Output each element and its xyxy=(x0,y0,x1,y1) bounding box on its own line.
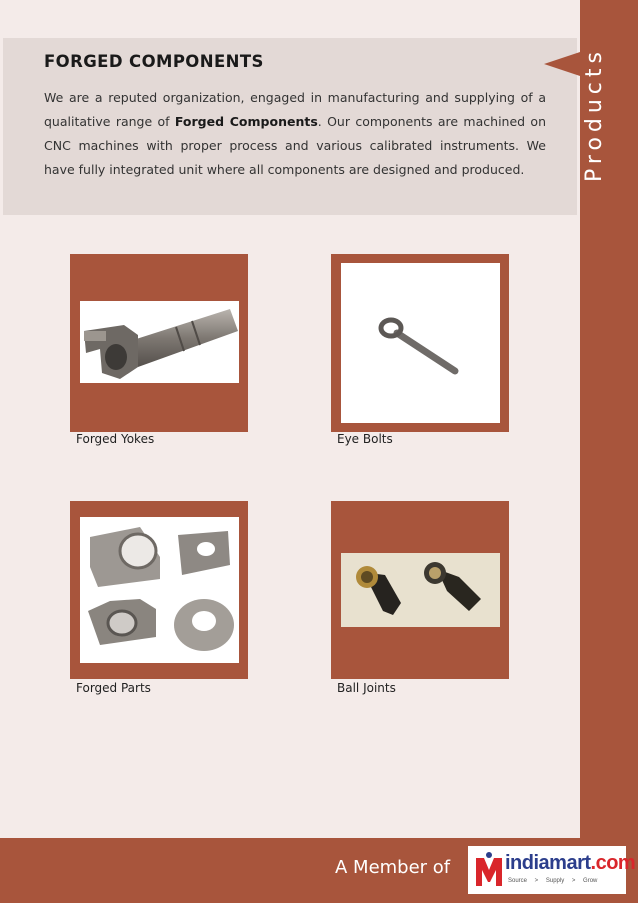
logo-tagline: Source > Supply > Grow xyxy=(508,878,598,884)
products-side-label: Products xyxy=(582,47,607,182)
eye-bolts-image xyxy=(341,263,500,423)
logo-brand: indiamart xyxy=(505,852,591,874)
product-card-eye-bolts[interactable] xyxy=(331,254,509,432)
product-label-ball-joints[interactable]: Ball Joints xyxy=(337,681,396,695)
intro-text-end: . Our components are machined on CNC machines with proper process and various calibrated instruments. We have fully integrated unit where all components are designed and produced. xyxy=(44,114,546,177)
logo-suffix: .com xyxy=(590,852,636,874)
indiamart-m-icon xyxy=(472,850,506,890)
product-card-ball-joints[interactable] xyxy=(331,501,509,679)
product-label-forged-yokes[interactable]: Forged Yokes xyxy=(76,432,155,446)
intro-text-start: We are a reputed organization, engaged in manufacturing and supplying of a qualitative range of xyxy=(44,90,546,129)
member-of-text: A Member of xyxy=(335,857,451,878)
ball-joints-image xyxy=(341,553,500,627)
product-label-forged-parts[interactable]: Forged Parts xyxy=(76,681,151,695)
product-label-eye-bolts[interactable]: Eye Bolts xyxy=(337,432,393,446)
product-card-forged-parts[interactable] xyxy=(70,501,248,679)
intro-paragraph xyxy=(44,86,546,182)
pointer-arrow xyxy=(544,52,580,76)
forged-parts-image xyxy=(80,517,239,663)
indiamart-logo[interactable] xyxy=(468,846,636,894)
product-card-forged-yokes[interactable] xyxy=(70,254,248,432)
page-title: FORGED COMPONENTS xyxy=(44,52,264,71)
forged-yokes-image xyxy=(80,301,239,383)
logo-wordmark xyxy=(505,852,635,875)
intro-text-bold: Forged Components xyxy=(174,114,318,129)
